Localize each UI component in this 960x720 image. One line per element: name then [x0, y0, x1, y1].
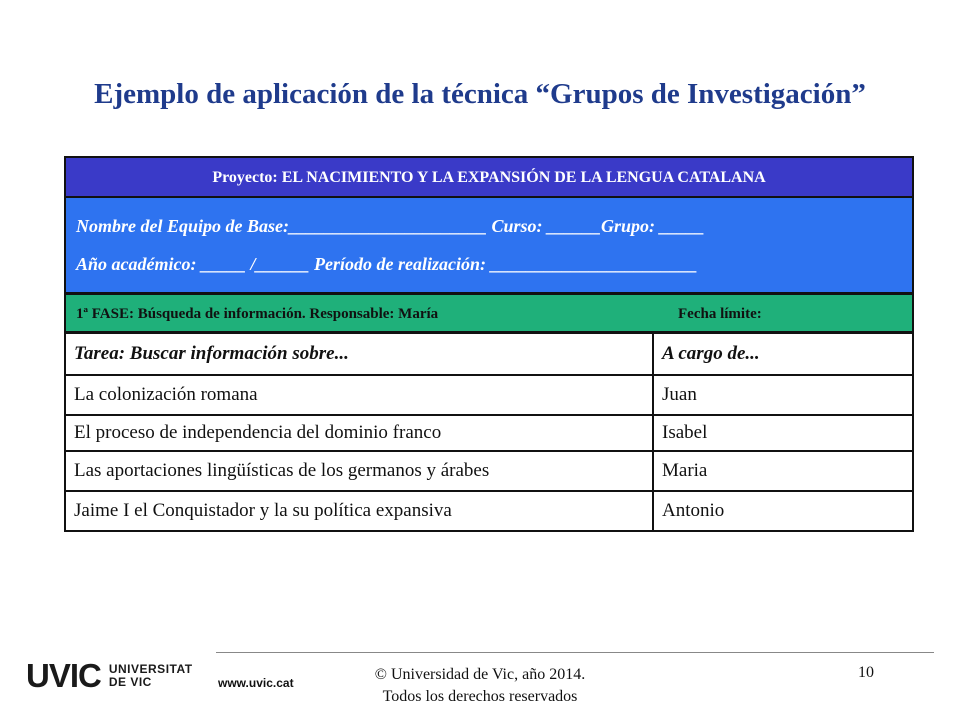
footer-divider [216, 652, 934, 653]
logo-wordmark: UVIC [26, 657, 101, 694]
team-info-line-2: Año académico: _____ /______ Período de realización: _______________________ [76, 254, 698, 274]
phase-label: 1ª FASE: Búsqueda de información. Responsable: María [76, 306, 439, 322]
slide-title: Ejemplo de aplicación de la técnica “Grupos de Investigación” [94, 78, 866, 110]
team-info-line-1: Nombre del Equipo de Base:______________________ Curso: ______Grupo: _____ [76, 216, 705, 236]
logo-subtitle-line-1: UNIVERSITAT [108, 662, 193, 676]
project-header: Proyecto: EL NACIMIENTO Y LA EXPANSIÓN DE LA LENGUA CATALANA [64, 156, 914, 198]
team-info [64, 196, 914, 294]
header-assignee: A cargo de... [653, 333, 913, 375]
assignee-cell: Maria [653, 451, 913, 491]
tasks-table [64, 332, 914, 532]
table-row [65, 375, 913, 415]
header-task: Tarea: Buscar información sobre... [65, 333, 653, 375]
task-cell: El proceso de independencia del dominio franco [65, 415, 653, 451]
copyright-line-1: © Universidad de Vic, año 2014. [374, 666, 586, 683]
logo-subtitle [109, 663, 193, 689]
task-cell: Jaime I el Conquistador y la su política expansiva [65, 491, 653, 531]
assignee-cell: Juan [653, 375, 913, 415]
logo-subtitle-line-2: DE VIC [108, 675, 152, 689]
table-row [65, 415, 913, 451]
copyright [330, 664, 630, 708]
deadline-label: Fecha límite: [678, 306, 762, 322]
website-link[interactable]: www.uvic.cat [218, 676, 294, 690]
university-logo [26, 657, 193, 694]
phase-bar [64, 293, 914, 333]
task-cell: Las aportaciones lingüísticas de los germanos y árabes [65, 451, 653, 491]
assignee-cell: Antonio [653, 491, 913, 531]
table-row [65, 451, 913, 491]
copyright-line-2: Todos los derechos reservados [382, 688, 578, 705]
page-number: 10 [858, 664, 874, 681]
table-header-row [65, 333, 913, 375]
assignee-cell: Isabel [653, 415, 913, 451]
table-row [65, 491, 913, 531]
task-cell: La colonización romana [65, 375, 653, 415]
